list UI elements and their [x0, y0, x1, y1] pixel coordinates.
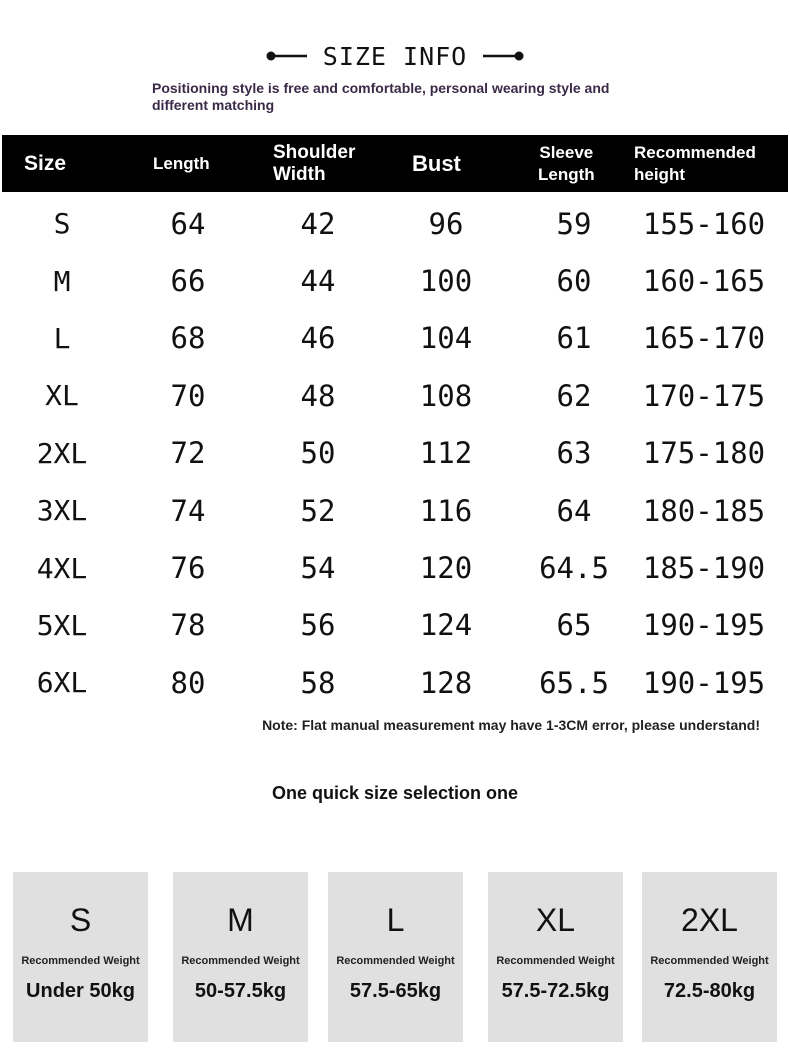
card-label: Recommended Weight [336, 955, 455, 967]
table-cell: 180-185 [642, 493, 766, 528]
table-cell: 59 [556, 206, 592, 241]
table-cell: 58 [300, 665, 336, 700]
table-cell: 124 [419, 608, 473, 643]
table-cell: 56 [300, 608, 336, 643]
table-cell: 52 [300, 493, 336, 528]
table-cell: 3XL [36, 494, 88, 528]
card-label: Recommended Weight [650, 955, 769, 967]
title-row [0, 36, 790, 76]
card-weight: 50-57.5kg [194, 980, 287, 1002]
quick-selection-title: One quick size selection one [271, 783, 519, 803]
table-row [0, 367, 790, 424]
subtitle: Positioning style is free and comfortable, personal wearing style and different matching [152, 80, 610, 113]
size-card [328, 872, 463, 1042]
table-row [0, 539, 790, 596]
table-cell: 42 [300, 206, 336, 241]
table-cell: 185-190 [642, 551, 766, 586]
table-row [0, 310, 790, 367]
size-card [642, 872, 777, 1042]
table-cell: 165-170 [642, 321, 766, 356]
table-cell: 128 [419, 665, 473, 700]
header-bust: Bust [412, 150, 461, 176]
table-cell: 100 [419, 264, 473, 299]
card-size: 2XL [681, 902, 738, 938]
table-cell: L [53, 321, 71, 355]
card-weight: 57.5-72.5kg [501, 980, 610, 1002]
table-cell: 108 [419, 378, 473, 413]
table-cell: 72 [170, 436, 206, 471]
table-row [0, 425, 790, 482]
card-size: S [69, 902, 92, 938]
table-cell: 6XL [36, 666, 88, 700]
table-header [2, 135, 788, 192]
table-cell: 60 [556, 264, 592, 299]
card-weight: Under 50kg [26, 980, 135, 1002]
table-cell: 190-195 [642, 665, 766, 700]
table-cell: XL [45, 379, 79, 413]
table-cell: 62 [556, 378, 592, 413]
table-row [0, 482, 790, 539]
table-cell: 120 [419, 551, 473, 586]
card-label: Recommended Weight [21, 955, 140, 967]
table-cell: 2XL [36, 436, 88, 470]
table-cell: 76 [170, 551, 206, 586]
table-cell: 61 [556, 321, 592, 356]
header-sleeve-length: Sleeve Length [538, 142, 595, 184]
header-length: Length [153, 153, 210, 173]
table-cell: 65 [556, 608, 592, 643]
card-weight: 57.5-65kg [349, 980, 442, 1002]
table-cell: 160-165 [642, 264, 766, 299]
size-card [13, 872, 148, 1042]
table-cell: 5XL [36, 608, 88, 642]
card-weight: 72.5-80kg [663, 980, 756, 1002]
table-cell: 175-180 [642, 436, 766, 471]
size-table-body [0, 195, 790, 712]
table-cell: 80 [170, 665, 206, 700]
card-size: M [227, 902, 254, 938]
table-cell: 155-160 [642, 206, 766, 241]
card-size: L [386, 902, 405, 938]
size-card [488, 872, 623, 1042]
table-row [0, 195, 790, 252]
table-row [0, 597, 790, 654]
table-cell: 46 [300, 321, 336, 356]
measurement-note: Note: Flat manual measurement may have 1-3CM error, please understand! [262, 717, 760, 733]
right-ornament-icon [481, 50, 525, 62]
table-cell: 68 [170, 321, 206, 356]
header-recommended-height: Recommended height [634, 142, 756, 184]
table-cell: M [53, 264, 71, 298]
table-row [0, 654, 790, 711]
table-cell: 78 [170, 608, 206, 643]
table-cell: 116 [419, 493, 473, 528]
table-cell: 64 [170, 206, 206, 241]
table-cell: 74 [170, 493, 206, 528]
table-cell: 63 [556, 436, 592, 471]
table-row [0, 252, 790, 309]
table-cell: 44 [300, 264, 336, 299]
table-cell: 54 [300, 551, 336, 586]
table-cell: 64.5 [539, 551, 609, 586]
table-cell: 70 [170, 378, 206, 413]
card-label: Recommended Weight [496, 955, 615, 967]
table-cell: 50 [300, 436, 336, 471]
table-cell: S [53, 207, 71, 241]
table-cell: 170-175 [642, 378, 766, 413]
page-title: SIZE INFO [322, 41, 468, 71]
header-shoulder-width: Shoulder Width [273, 141, 356, 185]
left-ornament-icon [265, 50, 309, 62]
size-card [173, 872, 308, 1042]
table-cell: 104 [419, 321, 473, 356]
card-size: XL [535, 902, 576, 938]
card-label: Recommended Weight [181, 955, 300, 967]
table-cell: 66 [170, 264, 206, 299]
table-cell: 48 [300, 378, 336, 413]
table-cell: 4XL [36, 551, 88, 585]
table-cell: 190-195 [642, 608, 766, 643]
header-size: Size [24, 151, 67, 175]
table-cell: 112 [419, 436, 473, 471]
table-cell: 64 [556, 493, 592, 528]
table-cell: 96 [428, 206, 464, 241]
table-cell: 65.5 [539, 665, 609, 700]
